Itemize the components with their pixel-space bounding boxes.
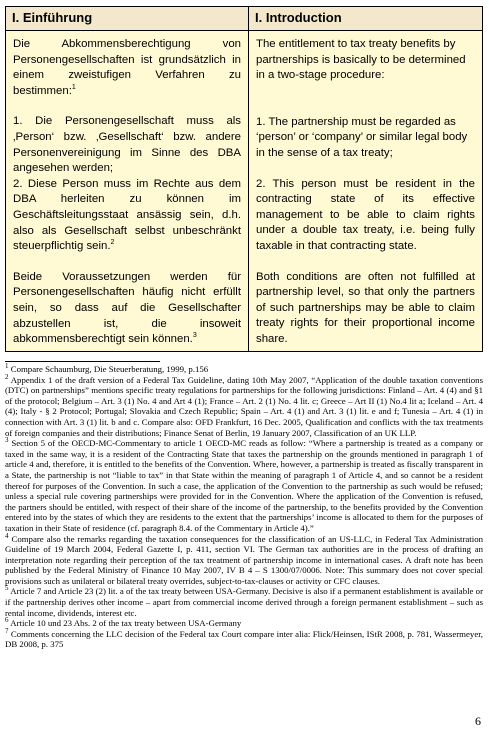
footnote-ref-2: 2: [110, 239, 115, 247]
german-item-1: 1. Die Personengesellschaft muss als ‚Person‘ bzw. ‚Gesellschaft‘ bzw. andere Personenvereinigung im Sinne des DBA angesehen werden;: [13, 115, 241, 175]
footnote-ref-1: 1: [71, 83, 76, 91]
translation-table: [5, 6, 483, 352]
footnotes: [5, 364, 483, 650]
english-item-1: 1. The partnership must be regarded as ‘person’ or ‘company’ or similar legal body in the sense of a tax treaty;: [256, 115, 468, 159]
footnote-1: $^1$ Compare Schaumburg, Die Steuerberatung, 1999, p.156: [5, 362, 209, 374]
english-body: [249, 31, 482, 351]
footnote-6: $^6$ Article 10 und 23 Abs. 2 of the tax treaty between USA-Germany: [5, 616, 242, 629]
german-body: [6, 31, 248, 351]
english-heading: I. Introduction: [249, 7, 482, 31]
english-intro-paragraph: The entitlement to tax treaty benefits by partnerships is basically to be determined in a two-stage procedure:: [256, 38, 466, 82]
german-conclusion-paragraph: Beide Voraussetzungen werden für Personengesellschaften häufig nicht erfüllt sein, so dass auf die Gesellschafter abzustellen ist, die insoweit abkommensberechtigt sein können.$^3$: [13, 270, 241, 346]
footnote-ref-3: 3: [192, 332, 197, 340]
german-intro-paragraph: Die Abkommensberechtigung von Personengesellschaften ist grundsätzlich in einem zweistufigen Verfahren zu bestimmen:$^1$: [13, 38, 241, 97]
footnote-5: $^5$ Article 7 and Article 23 (2) lit. a of the tax treaty between USA-Germany. Decisive is also if a permanent establishment is available or if the partnership derives other income – apart from commercial income derived through a foreign permanent establishment – such as rental income, dividends, interest etc.: [5, 584, 484, 618]
footnote-7: $^7$ Comments concerning the LLC decision of the Federal tax Court compare inter alia: Flick/Heinsen, IStR 2008, p. 781, Wassermeyer, DB 2008, p. 375: [5, 626, 483, 650]
footnote-4: $^4$ Compare also the remarks regarding the taxation consequences for the classification of an US-LLC, in Federal Tax Administration Guideline of 19 March 2004, Federal Gazette I, p. 411, section VI. The German tax authorities are in the process of drafting an interpretation note regarding their perception of the tax treatment of partnership income in international cases. A draft note has been published by the Federal Ministry of Finance 10 May 2007, IV B 4 – S 1300/07/0006. Note: This summary does not cover special provisions such as unilateral or bilateral treaty overrides, subject-to-tax-clauses or activity or CFC clauses.: [5, 531, 483, 586]
english-conclusion-paragraph: Both conditions are often not fulfilled at partnership level, so that only the partners of such partnerships may be able to claim treaty rights for their proportional income share.: [256, 270, 475, 345]
english-column: [249, 7, 482, 351]
footnote-3: $^3$ Section 5 of the OECD-MC-Commentary to article 1 OECD-MC reads as follow: “Where a partnership is treated as a company or taxed in the same way, it is a resident of the Contracting State that taxes the partnership on the grounds mentioned in paragraph 1 of article 4 and, therefore, it is entitled to the benefits of the Convention. Where, however, a partnership is treated as fiscally transparent in a State, the partnership is not “liable to tax” in that State within the meaning of paragraph 1 of Article 4, and so cannot be a resident thereof for purposes of the Convention. In such a case, the application of the Convention to the partnership as such would be refused; unless a special rule covering partnerships were provided for in the Convention. Where the application of the Convention is refused, the partners should be entitled, with respect of their share of the income of the partnership, to the benefits provided by the Convention entered into by the states of which they are residents to the extent that the partnerships’ income is allocated to them for the purposes of taxation in their State of residence (cf. paragraph 8.4. of the Commentary in Article 4).”: [5, 436, 483, 533]
english-item-2: 2. This person must be resident in the contracting state of its effective management to be able to claim rights under a double tax treaty, i.e. being fully taxable in that contracting state.: [256, 177, 475, 252]
german-item-2: 2. Diese Person muss im Rechte aus dem DBA herleiten zu können im Geschäftsleitungsstaat ansässig sein, d.h. also als Gesellschaft selbst unbeschränkt steuerpflichtig sein.$^2$: [13, 177, 241, 253]
german-column: [6, 7, 249, 351]
footnote-separator: [5, 361, 160, 362]
footnote-2: $^2$ Appendix 1 of the draft version of a Federal Tax Guideline, dating 10th May 2007, “Application of the double taxation conventions (DTC) on partnerships” mentions specific treaty regulations for partnerships for the following jurisdictions: Finland – Art. 4 (4) and §1 of the protocol; Belgium – Art. 3 (1) No. 4 and Art 4 (1); France – Art. 2 (1) No. 4 lit. c; Greece – Art II (1) No.4 lit a; Iceland – Art. 4 (4); Italy - § 2 Protocol; Portugal; Slovakia and Czech Republic; Spain – Art. 4 (1) and Art. 3 (1) lit. e and f; Tunesia – Art. 4 (1) in connection with Art. 3 (1) lit. b and c. Compare also: OFD Frankfurt, 16 Dec. 2005, Qualification and conflicts with the tax treatments of foreign companies and their distributions; Finance Senat of Berlin, 19 January 2007, Classification of an UK LLP.: [5, 372, 483, 438]
german-heading: I. Einführung: [6, 7, 248, 31]
page-number: 6: [475, 714, 481, 728]
